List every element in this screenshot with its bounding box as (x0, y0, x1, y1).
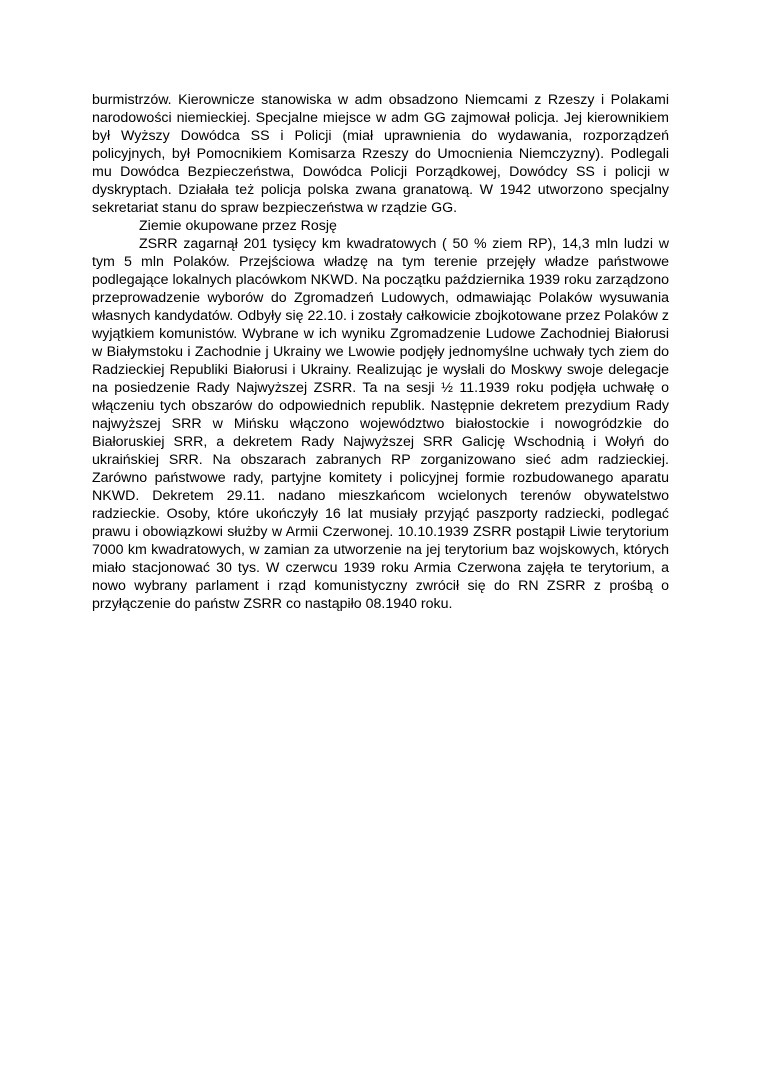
paragraph-intro: burmistrzów. Kierownicze stanowiska w adm obsadzono Niemcami z Rzeszy i Polakami narodowości niemieckiej. Specjalne miejsce w adm GG zajmował policja. Jej kierownikiem był Wyższy Dowódca SS i Policji (miał uprawnienia do wydawania, rozporządzeń policyjnych, był Pomocnikiem Komisarza Rzeszy do Umocnienia Niemczyzny). Podlegali mu Dowódca Bezpieczeństwa, Dowódca Policji Porządkowej, Dowódcy SS i policji w dyskryptach. Działała też policja polska zwana granatową. W 1942 utworzono specjalny sekretariat stanu do spraw bezpieczeństwa w rządzie GG. (92, 92, 669, 216)
document-body (92, 91, 669, 613)
paragraph-main: ZSRR zagarnął 201 tysięcy km kwadratowych ( 50 % ziem RP), 14,3 mln ludzi w tym 5 mln Polaków. Przejściowa władzę na tym terenie przejęły władze państwowe podlegające lokalnych placówkom NKWD. Na początku października 1939 roku zarządzono przeprowadzenie wyborów do Zgromadzeń Ludowych, odmawiając Polaków wysuwania własnych kandydatów. Odbyły się 22.10. i zostały całkowicie zbojkotowane przez Polaków z wyjątkiem komunistów. Wybrane w ich wyniku Zgromadzenie Ludowe Zachodniej Białorusi w Białymstoku i Zachodnie j Ukrainy we Lwowie podjęły jednomyślne uchwały tych ziem do Radzieckiej Republiki Białorusi i Ukrainy. Realizując je wysłali do Moskwy swoje delegacje na posiedzenie Rady Najwyższej ZSRR. Ta na sesji ½ 11.1939 roku podjęła uchwałę o włączeniu tych obszarów do odpowiednich republik. Następnie dekretem prezydium Rady najwyższej SRR w Mińsku włączono województwo białostockie i nowogródzkie do Białoruskiej SRR, a dekretem Rady Najwyższej SRR Galicję Wschodnią i Wołyń do ukraińskiej SRR. Na obszarach zabranych RP zorganizowano sieć adm radzieckiej. Zarówno państwowe rady, partyjne komitety i policyjnej formie rozbudowanego aparatu NKWD. Dekretem 29.11. nadano mieszkańcom wcielonych terenów obywatelstwo radzieckie. Osoby, które ukończyły 16 lat musiały przyjąć paszporty radziecki, podlegać prawu i obowiązkowi służby w Armii Czerwonej. 10.10.1939 ZSRR postąpił Liwie terytorium 7000 km kwadratowych, w zamian za utworzenie na jej terytorium baz wojskowych, których miało stacjonować 30 tys. W czerwcu 1939 roku Armia Czerwona zajęła te terytorium, a nowo wybrany parlament i rząd komunistyczny zwrócił się do RN ZSRR z prośbą o przyłączenie do państw ZSRR co nastąpiło 08.1940 roku. (92, 236, 669, 612)
section-heading: Ziemie okupowane przez Rosję (139, 218, 337, 234)
